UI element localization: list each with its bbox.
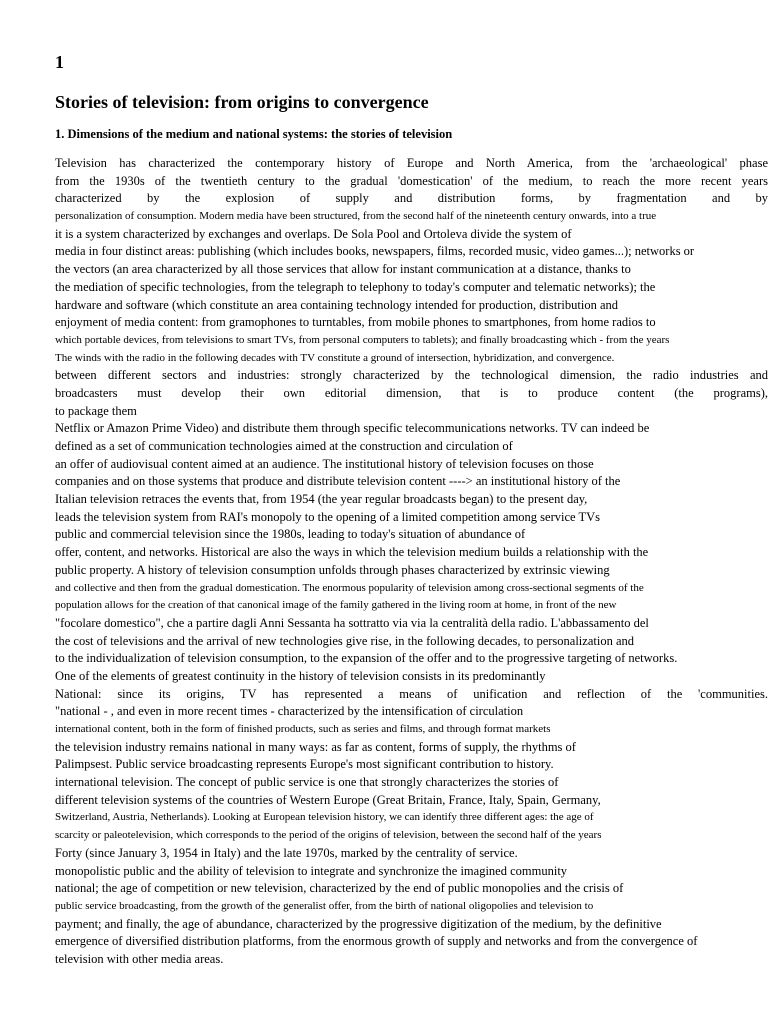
text-line: the vectors (an area characterized by all those services that allow for instant communication at a distance, thanks to bbox=[55, 262, 631, 277]
text-line: One of the elements of greatest continuity in the history of television consists in its predominantly bbox=[55, 668, 546, 683]
text-line: media in four distinct areas: publishing (which includes books, newspapers, films, recorded music, video games...); networks or bbox=[55, 244, 695, 259]
text-line: personalization of consumption. Modern media have been structured, from the second half of the nineteenth century onwards, into a true bbox=[55, 210, 657, 223]
text-line: payment; and finally, the age of abundance, characterized by the progressive digitization of the medium, by the definitive bbox=[55, 916, 662, 931]
text-line: "focolare domestico", che a partire dagli Anni Sessanta ha sottratto via via la centralità della radio. L'abbassamento del bbox=[55, 615, 649, 630]
text-line: National: since its origins, TV has represented a means of unification and reflection of the 'communities. bbox=[55, 686, 768, 701]
text-line: public service broadcasting, from the growth of the generalist offer, from the birth of national oligopolies and television to bbox=[55, 899, 594, 912]
text-line: international content, both in the form of finished products, such as series and films, and through format markets bbox=[55, 723, 551, 735]
text-line: monopolistic public and the ability of television to integrate and synchronize the imagined community bbox=[55, 863, 568, 878]
text-line: the television industry remains national in many ways: as far as content, forms of supply, the rhythms of bbox=[55, 739, 576, 754]
text-line: Switzerland, Austria, Netherlands). Looking at European television history, we can identify three different ages: the age of bbox=[55, 811, 594, 824]
section-heading: 1. Dimensions of the medium and national systems: the stories of television bbox=[55, 127, 453, 141]
text-line: defined as a set of communication technologies aimed at the construction and circulation of bbox=[55, 439, 513, 453]
text-line: population allows for the creation of that canonical image of the family gathered in the living room at home, in front of the new bbox=[55, 599, 617, 612]
text-line: "national - , and even in more recent times - characterized by the intensification of circulation bbox=[55, 704, 524, 719]
chapter-number: 1 bbox=[55, 52, 64, 72]
text-line: from the 1930s of the twentieth century to the gradual 'domestication' of the medium, to reach the more recent years bbox=[55, 173, 768, 188]
text-line: the cost of televisions and the arrival of new technologies give rise, in the following decades, to personalization and bbox=[55, 633, 634, 648]
text-line: international television. The concept of public service is one that strongly characterizes the stories of bbox=[55, 775, 559, 790]
text-line: it is a system characterized by exchanges and overlaps. De Sola Pool and Ortoleva divide the system of bbox=[55, 226, 572, 241]
text-line: public and commercial television since the 1980s, leading to today's situation of abundance of bbox=[55, 527, 526, 542]
text-line: companies and on those systems that produce and distribute television content ----> an institutional history of the bbox=[55, 474, 621, 489]
text-line: Italian television retraces the events that, from 1954 (the year regular broadcasts began) to the present day, bbox=[55, 492, 588, 507]
text-line: Netflix or Amazon Prime Video) and distribute them through specific telecommunications networks. TV can indeed be bbox=[55, 421, 650, 436]
text-line: broadcasters must develop their own editorial dimension, that is to produce content (the programs), bbox=[55, 385, 768, 400]
text-line: Forty (since January 3, 1954 in Italy) and the late 1970s, marked by the centrality of service. bbox=[55, 845, 518, 860]
text-line: the mediation of specific technologies, from the telegraph to telephony to today's computer and telematic networks); the bbox=[55, 279, 656, 294]
text-line: The winds with the radio in the following decades with TV constitute a ground of intersection, hybridization, and convergence. bbox=[55, 351, 615, 364]
text-line: hardware and software (which constitute an area containing technology intended for production, distribution and bbox=[55, 297, 619, 312]
text-line: leads the television system from RAI's monopoly to the opening of a limited competition among service TVs bbox=[55, 509, 600, 524]
text-line: public property. A history of television consumption unfolds through phases characterized by extrinsic viewing bbox=[55, 562, 610, 577]
body-text bbox=[55, 155, 768, 969]
text-line: national; the age of competition or new television, characterized by the end of public monopolies and the crisis of bbox=[55, 881, 624, 896]
text-line: Television has characterized the contemporary history of Europe and North America, from the 'archaeological' phase bbox=[55, 156, 768, 170]
text-line: enjoyment of media content: from gramophones to turntables, from mobile phones to smartphones, from home radios to bbox=[55, 315, 656, 330]
text-line: offer, content, and networks. Historical are also the ways in which the television medium builds a relationship with the bbox=[55, 545, 649, 560]
text-line: emergence of diversified distribution platforms, from the enormous growth of supply and networks and from the convergence of bbox=[55, 934, 698, 949]
text-line: to the individualization of television consumption, to the expansion of the offer and to the progressive targeting of networks. bbox=[55, 651, 678, 666]
text-line: Palimpsest. Public service broadcasting represents Europe's most significant contribution to history. bbox=[55, 757, 554, 772]
text-line: scarcity or paleotelevision, which corresponds to the period of the origins of television, between the second half of the years bbox=[55, 829, 602, 842]
text-line: an offer of audiovisual content aimed at an audience. The institutional history of television focuses on those bbox=[55, 456, 594, 471]
text-line: which portable devices, from televisions to smart TVs, from personal computers to tablets); and finally broadcasting which - from the years bbox=[55, 333, 670, 346]
text-line: and collective and then from the gradual domestication. The enormous popularity of television among cross-sectional segments of the bbox=[55, 581, 644, 594]
text-line: to package them bbox=[55, 403, 137, 418]
text-line: between different sectors and industries: strongly characterized by the technological dimension, the radio industries and bbox=[55, 368, 768, 383]
text-line: different television systems of the countries of Western Europe (Great Britain, France, Italy, Spain, Germany, bbox=[55, 792, 601, 807]
text-line: characterized by the explosion of supply and distribution forms, by fragmentation and by bbox=[55, 191, 768, 206]
chapter-title: Stories of television: from origins to convergence bbox=[55, 92, 429, 112]
text-line: television with other media areas. bbox=[55, 951, 224, 966]
